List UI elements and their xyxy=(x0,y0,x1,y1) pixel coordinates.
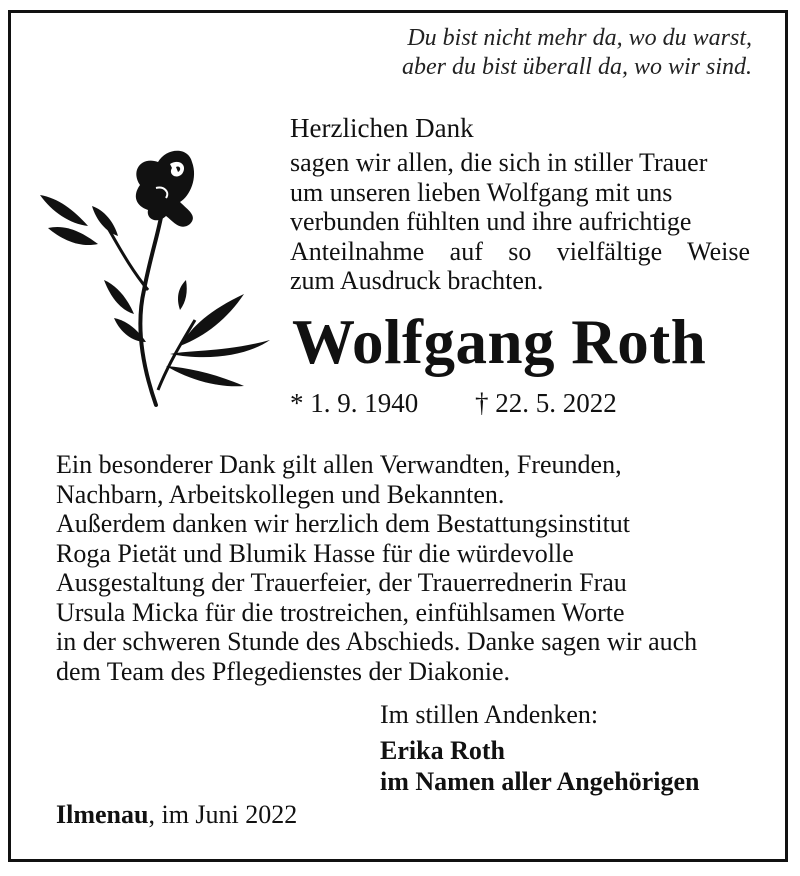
thanks-text xyxy=(290,148,750,296)
deceased-name: Wolfgang Roth xyxy=(292,307,707,377)
thanks-line: um unseren lieben Wolfgang mit uns xyxy=(290,177,673,207)
special-thanks-line: Ein besonderer Dank gilt allen Verwandten, Freunden, xyxy=(56,450,622,479)
thanks-line: sagen wir allen, die sich in stiller Trauer xyxy=(290,148,708,177)
signers xyxy=(380,735,699,797)
publication-date: , im Juni 2022 xyxy=(148,800,298,829)
special-thanks-line: Ursula Micka für die trostreichen, einfühlsamen Worte xyxy=(56,597,625,627)
thanks-line: verbunden fühlten und ihre aufrichtige xyxy=(290,207,692,236)
special-thanks-line: Roga Pietät und Blumik Hasse für die würdevolle xyxy=(56,538,574,568)
special-thanks-line: dem Team des Pflegedienstes der Diakonie. xyxy=(56,656,511,686)
place-name: Ilmenau xyxy=(56,800,149,829)
signer-on-behalf: im Namen aller Angehörigen xyxy=(380,767,700,796)
rose-with-leaves-icon xyxy=(30,140,280,410)
memorial-quote xyxy=(402,24,752,82)
special-thanks-line: Außerdem danken wir herzlich dem Bestattungsinstitut xyxy=(56,509,631,538)
thanks-line: Anteilnahme auf so vielfältige Weise xyxy=(290,236,750,266)
special-thanks-line: Ausgestaltung der Trauerfeier, der Trauerrednerin Frau xyxy=(56,568,627,597)
birth-date: * 1. 9. 1940 xyxy=(290,388,419,418)
place-and-date xyxy=(56,800,297,830)
death-date: † 22. 5. 2022 xyxy=(475,388,617,418)
quote-line-2: aber du bist überall da, wo wir sind. xyxy=(401,54,752,80)
thanks-line: zum Ausdruck brachten. xyxy=(290,266,544,295)
life-dates xyxy=(290,387,617,419)
quote-line-1: Du bist nicht mehr da, wo du warst, xyxy=(407,25,752,51)
special-thanks-line: in der schweren Stunde des Abschieds. Danke sagen wir auch xyxy=(56,627,698,656)
thanks-heading: Herzlichen Dank xyxy=(290,113,474,143)
memory-intro: Im stillen Andenken: xyxy=(380,700,599,729)
signer-name: Erika Roth xyxy=(380,736,505,765)
special-thanks-text xyxy=(56,450,697,686)
special-thanks-line: Nachbarn, Arbeitskollegen und Bekannten. xyxy=(56,479,505,509)
